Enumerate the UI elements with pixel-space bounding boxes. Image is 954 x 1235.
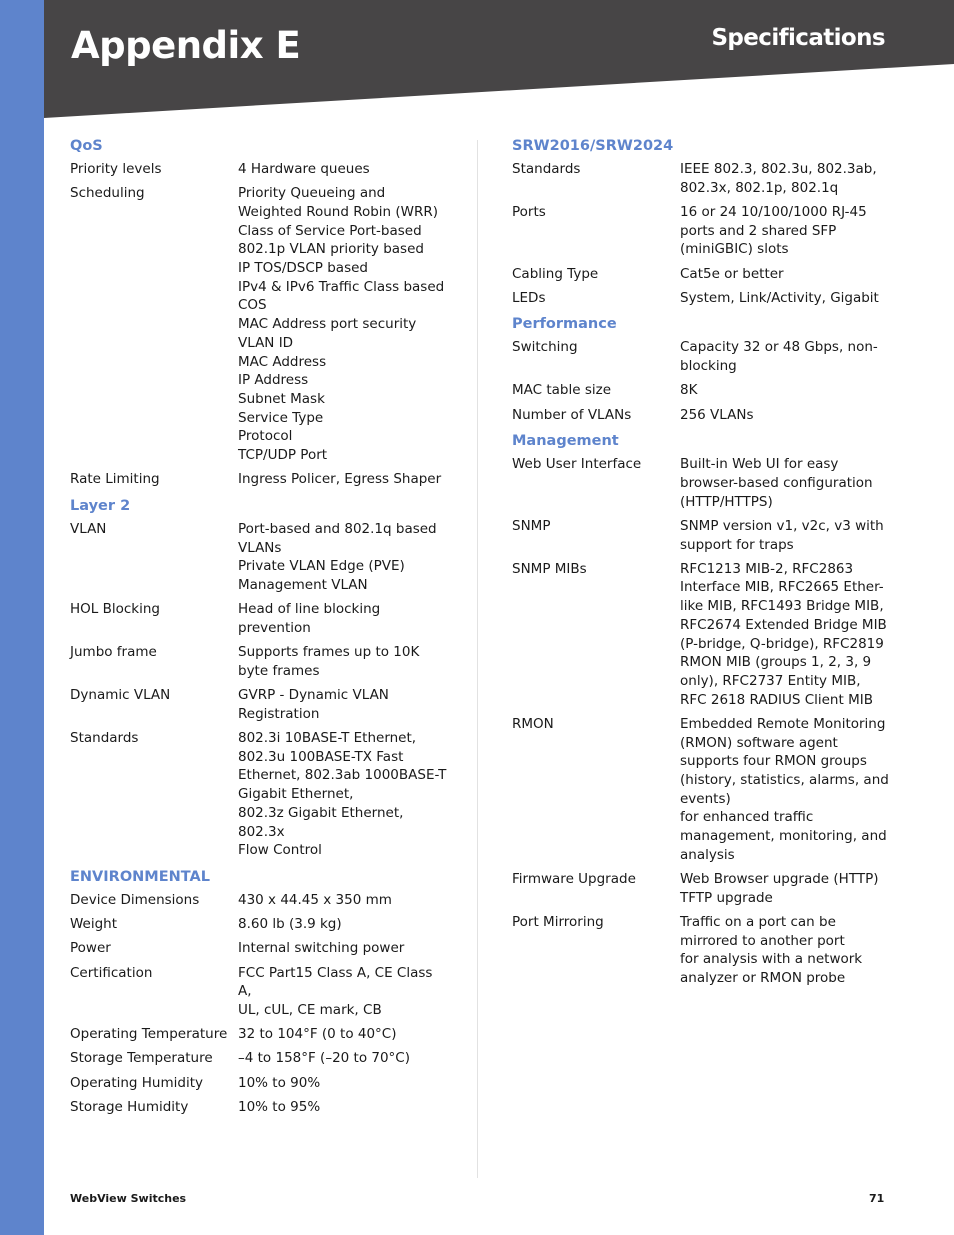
spec-value: 4 Hardware queues bbox=[238, 161, 370, 177]
spec-row bbox=[70, 470, 450, 489]
footer-product-name: WebView Switches bbox=[70, 1192, 187, 1205]
spec-row bbox=[70, 915, 450, 934]
spec-value: 802.3i 10BASE-T Ethernet, 802.3u 100BASE-TX Fast Ethernet, 802.3ab 1000BASE-T Gigabit Ethernet, 802.3z Gigabit Ethernet, 802.3x Flow Control bbox=[238, 729, 447, 859]
spec-label: Standards bbox=[70, 729, 139, 746]
left-spec-column bbox=[70, 137, 450, 1122]
spec-value: Ingress Policer, Egress Shaper bbox=[238, 471, 442, 488]
spec-label: Ports bbox=[512, 203, 546, 220]
spec-value: 256 VLANs bbox=[680, 406, 754, 423]
spec-row bbox=[70, 964, 450, 1020]
spec-value: Supports frames up to 10K byte frames bbox=[238, 644, 420, 679]
spec-row bbox=[70, 520, 450, 595]
spec-value: 8.60 lb (3.9 kg) bbox=[238, 916, 342, 933]
spec-label: Web User Interface bbox=[512, 456, 642, 473]
section-title: ENVIRONMENTAL bbox=[70, 868, 210, 885]
spec-row bbox=[512, 381, 892, 400]
spec-row bbox=[70, 184, 450, 465]
spec-value: FCC Part15 Class A, CE Class A, UL, cUL, CE mark, CB bbox=[238, 964, 433, 1018]
spec-label: VLAN bbox=[70, 520, 107, 537]
spec-row bbox=[70, 160, 450, 179]
spec-value: 8K bbox=[680, 382, 698, 399]
spec-row bbox=[70, 1049, 450, 1068]
column-divider bbox=[477, 140, 478, 1178]
spec-label: Power bbox=[70, 940, 111, 957]
page-title: Appendix E bbox=[71, 24, 301, 67]
spec-row bbox=[512, 560, 892, 710]
page-subtitle: Specifications bbox=[711, 25, 885, 51]
spec-row bbox=[512, 265, 892, 284]
section-title: Performance bbox=[512, 316, 617, 333]
spec-label: HOL Blocking bbox=[70, 601, 160, 618]
spec-value: GVRP - Dynamic VLAN Registration bbox=[238, 687, 389, 722]
spec-label: Number of VLANs bbox=[512, 406, 632, 423]
spec-row bbox=[512, 160, 892, 197]
spec-label: Switching bbox=[512, 339, 578, 356]
spec-row bbox=[512, 913, 892, 988]
section-title: QoS bbox=[70, 138, 103, 154]
spec-label: Weight bbox=[70, 916, 118, 933]
spec-value: Embedded Remote Monitoring (RMON) software agent supports four RMON groups (history, statistics, alarms, and events) for enhanced traffic management, monitoring, and analysis bbox=[680, 715, 889, 863]
section-title: Layer 2 bbox=[70, 497, 131, 514]
spec-label: LEDs bbox=[512, 289, 546, 306]
spec-label: RMON bbox=[512, 715, 554, 732]
spec-label: Scheduling bbox=[70, 185, 145, 202]
spec-label: Port Mirroring bbox=[512, 913, 604, 930]
spec-row bbox=[70, 686, 450, 723]
spec-label: Rate Limiting bbox=[70, 471, 160, 488]
spec-value: Head of line blocking prevention bbox=[238, 601, 381, 636]
spec-row bbox=[70, 891, 450, 910]
spec-row bbox=[70, 600, 450, 637]
spec-value: Capacity 32 or 48 Gbps, non- blocking bbox=[680, 339, 878, 375]
spec-value: Web Browser upgrade (HTTP) TFTP upgrade bbox=[680, 871, 879, 906]
spec-row bbox=[70, 939, 450, 958]
spec-value: RFC1213 MIB-2, RFC2863 Interface MIB, RFC2665 Ether- like MIB, RFC1493 Bridge MIB, RFC2674 Extended Bridge MIB (P-bridge, Q-bridge), RFC2819 RMON MIB (groups 1, 2, 3, 9 only), RFC2737 Entity MIB, RFC 2618 RADIUS Client MIB bbox=[680, 560, 887, 708]
spec-row bbox=[70, 1098, 450, 1117]
spec-label: Cabling Type bbox=[512, 265, 599, 282]
spec-value: 16 or 24 10/100/1000 RJ-45 ports and 2 shared SFP (miniGBIC) slots bbox=[680, 203, 867, 258]
spec-row bbox=[70, 643, 450, 680]
spec-value: Port-based and 802.1q based VLANs Private VLAN Edge (PVE) Management VLAN bbox=[238, 520, 437, 594]
spec-value: 10% to 95% bbox=[238, 1098, 321, 1115]
spec-value: –4 to 158°F (–20 to 70°C) bbox=[238, 1050, 410, 1067]
spec-label: Storage Temperature bbox=[70, 1050, 213, 1067]
spec-label: Priority levels bbox=[70, 161, 162, 177]
spec-label: MAC table size bbox=[512, 382, 612, 399]
spec-label: Certification bbox=[70, 964, 153, 981]
spec-row bbox=[512, 517, 892, 554]
spec-row bbox=[512, 289, 892, 308]
spec-row bbox=[512, 870, 892, 907]
spec-row bbox=[70, 1074, 450, 1093]
spec-label: Standards bbox=[512, 161, 581, 177]
spec-row bbox=[70, 1025, 450, 1044]
spec-row bbox=[512, 715, 892, 865]
section-title: SRW2016/SRW2024 bbox=[512, 138, 674, 154]
spec-row bbox=[512, 406, 892, 425]
spec-value: 32 to 104°F (0 to 40°C) bbox=[238, 1026, 397, 1043]
spec-label: Operating Temperature bbox=[70, 1026, 228, 1043]
right-spec-column bbox=[512, 137, 892, 993]
footer-page-number: 71 bbox=[869, 1192, 885, 1205]
section-title: Management bbox=[512, 433, 619, 450]
spec-label: Operating Humidity bbox=[70, 1074, 203, 1091]
spec-value: Built-in Web UI for easy browser-based configuration (HTTP/HTTPS) bbox=[680, 456, 873, 510]
spec-value: SNMP version v1, v2c, v3 with support for traps bbox=[680, 517, 884, 553]
spec-row bbox=[512, 455, 892, 511]
spec-label: Jumbo frame bbox=[70, 644, 157, 661]
spec-row bbox=[512, 203, 892, 259]
spec-label: Firmware Upgrade bbox=[512, 871, 636, 887]
spec-value: System, Link/Activity, Gigabit bbox=[680, 289, 879, 306]
spec-label: SNMP MIBs bbox=[512, 560, 587, 577]
spec-value: Cat5e or better bbox=[680, 265, 784, 282]
spec-label: Device Dimensions bbox=[70, 891, 200, 908]
spec-row bbox=[70, 729, 450, 860]
spec-label: Storage Humidity bbox=[70, 1098, 189, 1115]
spec-value: 430 x 44.45 x 350 mm bbox=[238, 891, 392, 908]
spec-row bbox=[512, 338, 892, 375]
spec-value: Priority Queueing and Weighted Round Robin (WRR) Class of Service Port-based 802.1p VLAN priority based IP TOS/DSCP based IPv4 & IPv6 Traffic Class based COS MAC Address port security VLAN ID MAC Address IP Address Subnet Mask Service Type Protocol TCP/UDP Port bbox=[238, 185, 445, 464]
spec-value: Internal switching power bbox=[238, 940, 405, 957]
spec-value: Traffic on a port can be mirrored to another port for analysis with a network analyzer or RMON probe bbox=[680, 913, 863, 987]
spec-label: SNMP bbox=[512, 517, 551, 534]
spec-value: 10% to 90% bbox=[238, 1074, 321, 1091]
spec-label: Dynamic VLAN bbox=[70, 687, 171, 704]
spec-value: IEEE 802.3, 802.3u, 802.3ab, 802.3x, 802.1p, 802.1q bbox=[680, 161, 877, 196]
blue-side-bar bbox=[0, 0, 44, 1235]
